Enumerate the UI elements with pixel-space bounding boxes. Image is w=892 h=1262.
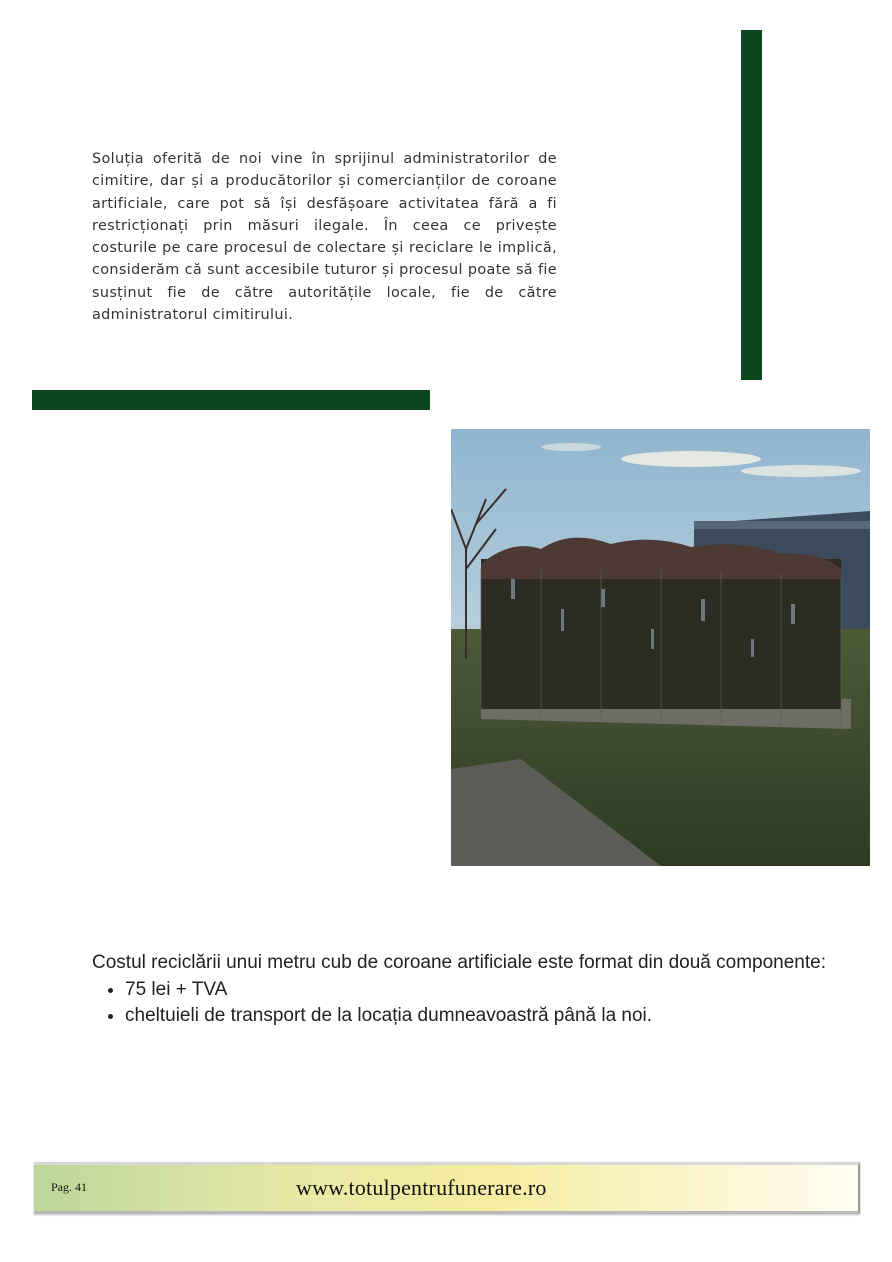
website-url: www.totulpentrufunerare.ro: [296, 1175, 547, 1200]
horizontal-accent-bar: [32, 390, 430, 410]
intro-paragraph: Soluția oferită de noi vine în sprijinul administratorilor de cimitire, dar și a producătorilor și comercianților de coroane artificiale, care pot să își desfășoare activitatea fără a fi restricționați prin măsuri ilegale. În ceea ce privește costurile pe care procesul de colectare și reciclare le implică, considerăm că sunt accesibile tuturor și procesul poate să fie susținut fie de către autoritățile locale, fie de către administratorul cimitirului.: [92, 151, 557, 324]
vertical-accent-bar: [741, 30, 762, 380]
cost-title: Costul reciclării unui metru cub de coroane artificiale este format din două componente:: [92, 952, 826, 973]
list-item: • 75 lei + TVA: [125, 977, 872, 1003]
list-item: • cheltuieli de transport de la locația dumneavoastră până la noi.: [125, 1003, 872, 1029]
page-footer: [34, 1162, 860, 1214]
cost-components-list: [92, 977, 872, 1029]
wreath-recycling-cage-photo: [451, 429, 870, 866]
cost-section: [92, 950, 872, 1029]
page-number: Pag. 41: [51, 1180, 87, 1194]
